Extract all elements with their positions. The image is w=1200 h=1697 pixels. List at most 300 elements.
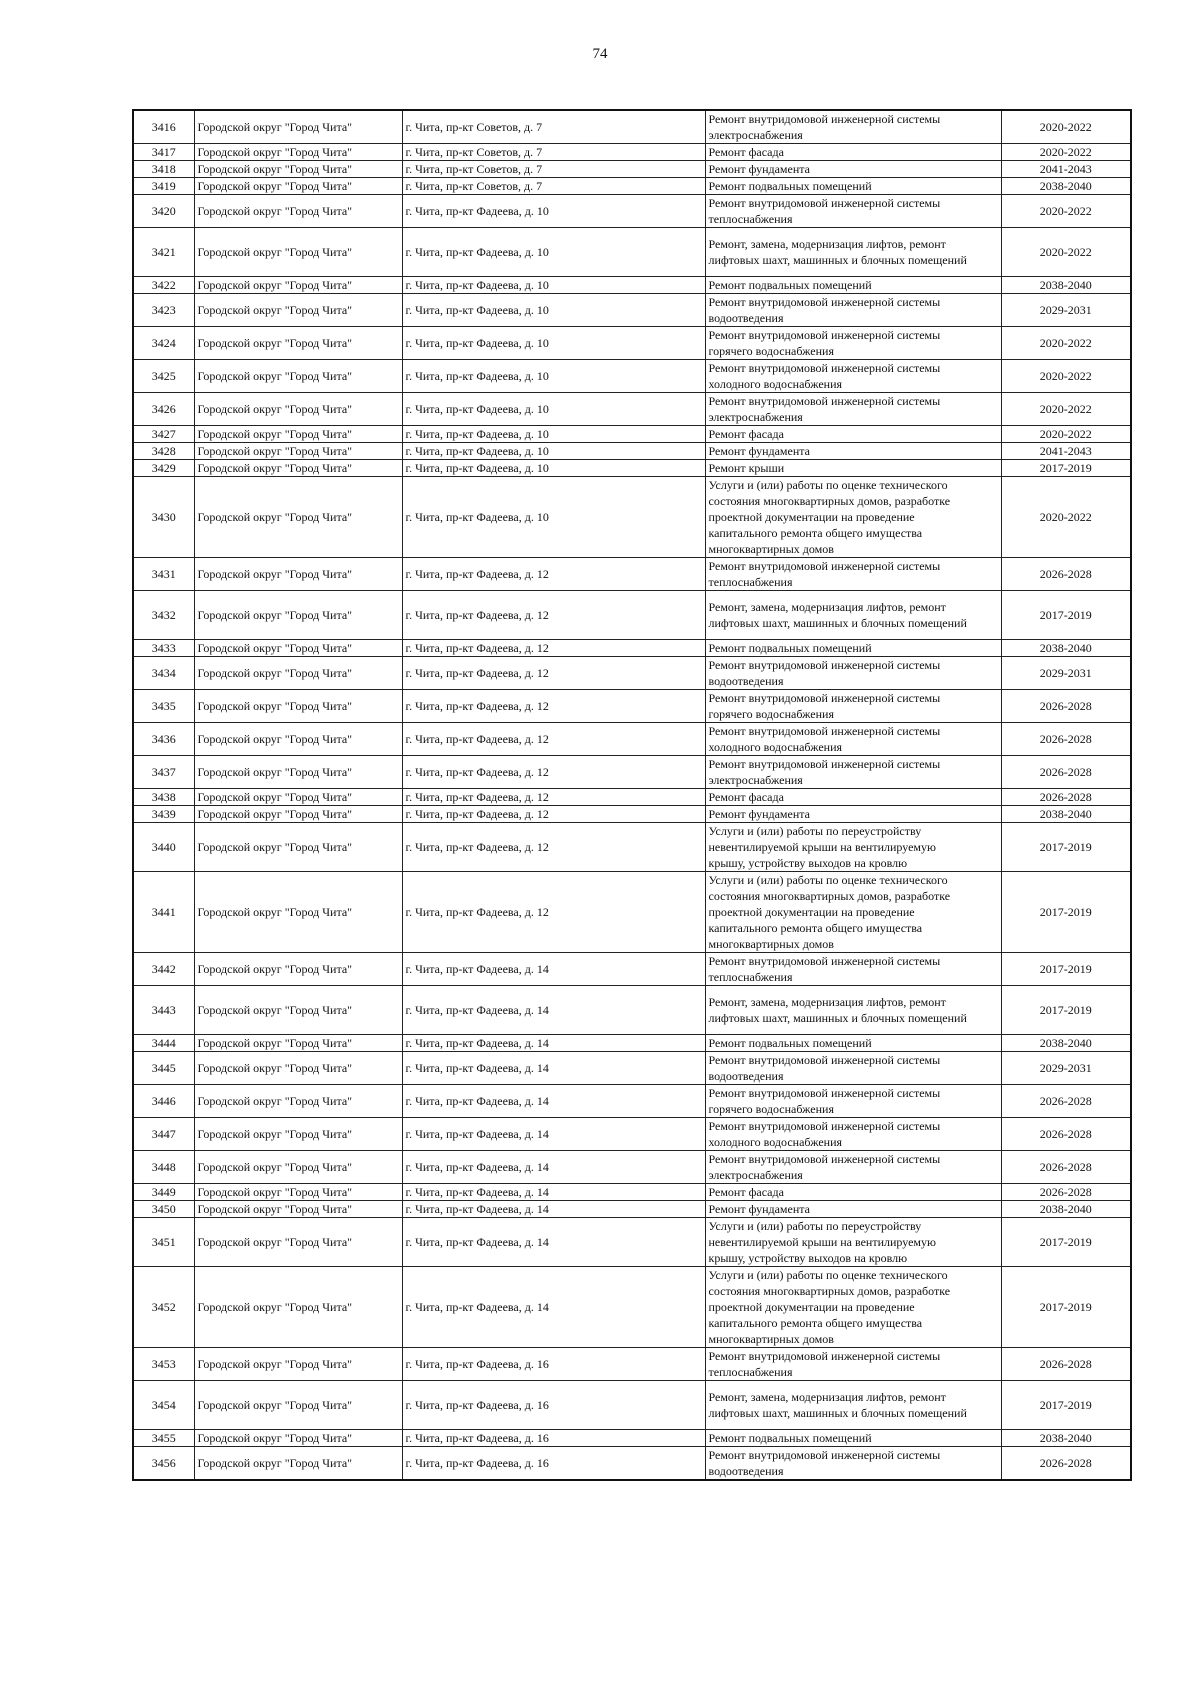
address-cell: г. Чита, пр-кт Фадеева, д. 10 <box>402 426 705 443</box>
work-type-cell: Ремонт фундамента <box>705 806 1001 823</box>
work-type-cell <box>705 327 1001 360</box>
table-body <box>133 110 1131 1480</box>
table-row <box>133 277 1131 294</box>
work-type-cell <box>705 558 1001 591</box>
row-number: 3435 <box>133 690 194 723</box>
work-type-cell <box>705 756 1001 789</box>
municipality-cell: Городской округ "Город Чита" <box>194 178 402 195</box>
work-type-line: многоквартирных домов <box>708 542 834 556</box>
municipality-cell: Городской округ "Город Чита" <box>194 277 402 294</box>
period-cell: 2017-2019 <box>1001 1267 1131 1348</box>
row-number: 3425 <box>133 360 194 393</box>
address-cell: г. Чита, пр-кт Фадеева, д. 16 <box>402 1430 705 1447</box>
period-cell: 2038-2040 <box>1001 277 1131 294</box>
municipality-cell: Городской округ "Город Чита" <box>194 723 402 756</box>
address-cell: г. Чита, пр-кт Фадеева, д. 12 <box>402 823 705 872</box>
period-cell: 2017-2019 <box>1001 953 1131 986</box>
period-cell: 2026-2028 <box>1001 723 1131 756</box>
municipality-cell: Городской округ "Город Чита" <box>194 1430 402 1447</box>
row-number: 3444 <box>133 1035 194 1052</box>
municipality-cell: Городской округ "Город Чита" <box>194 756 402 789</box>
table-row <box>133 1184 1131 1201</box>
work-type-line: Ремонт внутридомовой инженерной системы <box>708 1448 941 1462</box>
row-number: 3448 <box>133 1151 194 1184</box>
address-cell: г. Чита, пр-кт Фадеева, д. 10 <box>402 460 705 477</box>
table-row <box>133 756 1131 789</box>
work-type-cell <box>705 1052 1001 1085</box>
address-cell: г. Чита, пр-кт Фадеева, д. 14 <box>402 1201 705 1218</box>
work-type-line: проектной документации на проведение <box>708 1300 915 1314</box>
period-cell: 2038-2040 <box>1001 1035 1131 1052</box>
period-cell: 2020-2022 <box>1001 360 1131 393</box>
period-cell: 2017-2019 <box>1001 591 1131 640</box>
address-cell: г. Чита, пр-кт Фадеева, д. 12 <box>402 640 705 657</box>
work-type-cell: Ремонт фасада <box>705 144 1001 161</box>
address-cell: г. Чита, пр-кт Фадеева, д. 12 <box>402 789 705 806</box>
municipality-cell: Городской округ "Город Чита" <box>194 1085 402 1118</box>
work-type-cell <box>705 986 1001 1035</box>
period-cell: 2026-2028 <box>1001 1348 1131 1381</box>
period-cell: 2029-2031 <box>1001 657 1131 690</box>
period-cell: 2026-2028 <box>1001 1184 1131 1201</box>
municipality-cell: Городской округ "Город Чита" <box>194 294 402 327</box>
table-row <box>133 723 1131 756</box>
address-cell: г. Чита, пр-кт Советов, д. 7 <box>402 161 705 178</box>
period-cell: 2038-2040 <box>1001 806 1131 823</box>
row-number: 3441 <box>133 872 194 953</box>
row-number: 3429 <box>133 460 194 477</box>
table-row <box>133 1118 1131 1151</box>
table-row <box>133 1085 1131 1118</box>
work-type-cell: Ремонт подвальных помещений <box>705 640 1001 657</box>
work-type-line: состояния многоквартирных домов, разработке <box>708 494 951 508</box>
work-type-line: Ремонт внутридомовой инженерной системы <box>708 954 941 968</box>
table-row <box>133 110 1131 144</box>
table-row <box>133 1052 1131 1085</box>
work-type-line: водоотведения <box>708 1464 784 1478</box>
work-type-cell <box>705 1348 1001 1381</box>
work-type-line: Ремонт, замена, модернизация лифтов, ремонт <box>708 995 946 1009</box>
work-type-cell: Ремонт подвальных помещений <box>705 277 1001 294</box>
work-type-line: Ремонт внутридомовой инженерной системы <box>708 1086 941 1100</box>
work-type-line: Ремонт, замена, модернизация лифтов, ремонт <box>708 600 946 614</box>
municipality-cell: Городской округ "Город Чита" <box>194 1184 402 1201</box>
work-type-line: невентилируемой крыши на вентилируемую <box>708 1235 936 1249</box>
row-number: 3451 <box>133 1218 194 1267</box>
period-cell: 2038-2040 <box>1001 1430 1131 1447</box>
work-type-cell: Ремонт фундамента <box>705 161 1001 178</box>
row-number: 3416 <box>133 110 194 144</box>
row-number: 3428 <box>133 443 194 460</box>
address-cell: г. Чита, пр-кт Фадеева, д. 10 <box>402 228 705 277</box>
address-cell: г. Чита, пр-кт Фадеева, д. 12 <box>402 657 705 690</box>
work-type-cell <box>705 723 1001 756</box>
address-cell: г. Чита, пр-кт Фадеева, д. 14 <box>402 1218 705 1267</box>
work-type-line: холодного водоснабжения <box>708 740 843 754</box>
address-cell: г. Чита, пр-кт Фадеева, д. 10 <box>402 477 705 558</box>
municipality-cell: Городской округ "Город Чита" <box>194 144 402 161</box>
table-row <box>133 1218 1131 1267</box>
municipality-cell: Городской округ "Город Чита" <box>194 460 402 477</box>
work-type-line: Ремонт внутридомовой инженерной системы <box>708 1349 941 1363</box>
work-type-line: Ремонт внутридомовой инженерной системы <box>708 757 941 771</box>
municipality-cell: Городской округ "Город Чита" <box>194 872 402 953</box>
work-type-line: водоотведения <box>708 1069 784 1083</box>
municipality-cell: Городской округ "Город Чита" <box>194 953 402 986</box>
work-type-cell: Ремонт подвальных помещений <box>705 1035 1001 1052</box>
table-row <box>133 460 1131 477</box>
work-type-line: многоквартирных домов <box>708 1332 834 1346</box>
table-row <box>133 872 1131 953</box>
work-type-cell <box>705 1267 1001 1348</box>
work-type-cell <box>705 294 1001 327</box>
work-type-cell <box>705 228 1001 277</box>
work-type-line: проектной документации на проведение <box>708 905 915 919</box>
work-type-line: Ремонт внутридомовой инженерной системы <box>708 112 941 126</box>
page-number: 74 <box>592 46 608 62</box>
work-type-cell <box>705 110 1001 144</box>
work-type-cell: Ремонт фасада <box>705 1184 1001 1201</box>
municipality-cell: Городской округ "Город Чита" <box>194 228 402 277</box>
work-type-line: капитального ремонта общего имущества <box>708 1316 923 1330</box>
row-number: 3440 <box>133 823 194 872</box>
municipality-cell: Городской округ "Город Чита" <box>194 1151 402 1184</box>
address-cell: г. Чита, пр-кт Фадеева, д. 10 <box>402 443 705 460</box>
table-row <box>133 640 1131 657</box>
row-number: 3434 <box>133 657 194 690</box>
period-cell: 2020-2022 <box>1001 393 1131 426</box>
municipality-cell: Городской округ "Город Чита" <box>194 327 402 360</box>
address-cell: г. Чита, пр-кт Фадеева, д. 10 <box>402 327 705 360</box>
work-type-line: капитального ремонта общего имущества <box>708 921 923 935</box>
row-number: 3443 <box>133 986 194 1035</box>
table-row <box>133 690 1131 723</box>
work-type-cell: Ремонт фасада <box>705 426 1001 443</box>
table-row <box>133 823 1131 872</box>
period-cell: 2017-2019 <box>1001 1218 1131 1267</box>
table-row <box>133 657 1131 690</box>
work-type-line: Ремонт внутридомовой инженерной системы <box>708 328 941 342</box>
row-number: 3455 <box>133 1430 194 1447</box>
table-row <box>133 393 1131 426</box>
work-type-line: Ремонт внутридомовой инженерной системы <box>708 196 941 210</box>
period-cell: 2026-2028 <box>1001 789 1131 806</box>
table-row <box>133 228 1131 277</box>
row-number: 3438 <box>133 789 194 806</box>
work-type-cell: Ремонт подвальных помещений <box>705 1430 1001 1447</box>
table-row <box>133 161 1131 178</box>
work-type-line: Ремонт внутридомовой инженерной системы <box>708 1119 941 1133</box>
municipality-cell: Городской округ "Город Чита" <box>194 1035 402 1052</box>
address-cell: г. Чита, пр-кт Фадеева, д. 12 <box>402 723 705 756</box>
work-type-line: Услуги и (или) работы по переустройству <box>708 824 922 838</box>
period-cell: 2026-2028 <box>1001 1118 1131 1151</box>
work-type-line: Услуги и (или) работы по оценке технического <box>708 478 948 492</box>
work-type-line: теплоснабжения <box>708 575 793 589</box>
row-number: 3423 <box>133 294 194 327</box>
period-cell: 2029-2031 <box>1001 294 1131 327</box>
address-cell: г. Чита, пр-кт Фадеева, д. 12 <box>402 756 705 789</box>
address-cell: г. Чита, пр-кт Советов, д. 7 <box>402 144 705 161</box>
address-cell: г. Чита, пр-кт Фадеева, д. 10 <box>402 360 705 393</box>
address-cell: г. Чита, пр-кт Фадеева, д. 14 <box>402 953 705 986</box>
municipality-cell: Городской округ "Город Чита" <box>194 1381 402 1430</box>
municipality-cell: Городской округ "Город Чита" <box>194 426 402 443</box>
work-type-line: теплоснабжения <box>708 212 793 226</box>
municipality-cell: Городской округ "Город Чита" <box>194 1348 402 1381</box>
work-type-line: Услуги и (или) работы по оценке технического <box>708 873 948 887</box>
row-number: 3427 <box>133 426 194 443</box>
work-type-line: Ремонт внутридомовой инженерной системы <box>708 1152 941 1166</box>
row-number: 3418 <box>133 161 194 178</box>
work-type-line: Ремонт внутридомовой инженерной системы <box>708 559 941 573</box>
row-number: 3445 <box>133 1052 194 1085</box>
period-cell: 2026-2028 <box>1001 1447 1131 1481</box>
work-type-cell <box>705 477 1001 558</box>
work-type-line: горячего водоснабжения <box>708 1102 834 1116</box>
period-cell: 2020-2022 <box>1001 426 1131 443</box>
period-cell: 2020-2022 <box>1001 477 1131 558</box>
period-cell: 2029-2031 <box>1001 1052 1131 1085</box>
address-cell: г. Чита, пр-кт Фадеева, д. 14 <box>402 1151 705 1184</box>
work-type-line: электроснабжения <box>708 128 803 142</box>
period-cell: 2020-2022 <box>1001 110 1131 144</box>
period-cell: 2038-2040 <box>1001 1201 1131 1218</box>
work-type-line: Ремонт внутридомовой инженерной системы <box>708 658 941 672</box>
table-row <box>133 294 1131 327</box>
work-type-cell <box>705 591 1001 640</box>
address-cell: г. Чита, пр-кт Фадеева, д. 14 <box>402 986 705 1035</box>
table-row <box>133 806 1131 823</box>
row-number: 3446 <box>133 1085 194 1118</box>
municipality-cell: Городской округ "Город Чита" <box>194 110 402 144</box>
work-type-line: невентилируемой крыши на вентилируемую <box>708 840 936 854</box>
work-type-line: состояния многоквартирных домов, разработке <box>708 1284 951 1298</box>
row-number: 3450 <box>133 1201 194 1218</box>
row-number: 3430 <box>133 477 194 558</box>
municipality-cell: Городской округ "Город Чита" <box>194 789 402 806</box>
municipality-cell: Городской округ "Город Чита" <box>194 161 402 178</box>
municipality-cell: Городской округ "Город Чита" <box>194 657 402 690</box>
work-type-cell <box>705 360 1001 393</box>
work-type-line: лифтовых шахт, машинных и блочных помещений <box>708 253 967 267</box>
address-cell: г. Чита, пр-кт Фадеева, д. 10 <box>402 195 705 228</box>
municipality-cell: Городской округ "Город Чита" <box>194 640 402 657</box>
row-number: 3431 <box>133 558 194 591</box>
row-number: 3433 <box>133 640 194 657</box>
work-type-line: Услуги и (или) работы по оценке технического <box>708 1268 948 1282</box>
municipality-cell: Городской округ "Город Чита" <box>194 360 402 393</box>
table-row <box>133 558 1131 591</box>
address-cell: г. Чита, пр-кт Фадеева, д. 10 <box>402 393 705 426</box>
address-cell: г. Чита, пр-кт Фадеева, д. 14 <box>402 1184 705 1201</box>
municipality-cell: Городской округ "Город Чита" <box>194 1201 402 1218</box>
work-type-cell: Ремонт крыши <box>705 460 1001 477</box>
municipality-cell: Городской округ "Город Чита" <box>194 806 402 823</box>
row-number: 3456 <box>133 1447 194 1481</box>
work-type-line: Ремонт, замена, модернизация лифтов, ремонт <box>708 237 946 251</box>
work-type-line: водоотведения <box>708 674 784 688</box>
row-number: 3422 <box>133 277 194 294</box>
row-number: 3437 <box>133 756 194 789</box>
work-type-line: многоквартирных домов <box>708 937 834 951</box>
work-type-line: электроснабжения <box>708 773 803 787</box>
row-number: 3447 <box>133 1118 194 1151</box>
work-type-cell <box>705 872 1001 953</box>
address-cell: г. Чита, пр-кт Советов, д. 7 <box>402 110 705 144</box>
period-cell: 2026-2028 <box>1001 558 1131 591</box>
address-cell: г. Чита, пр-кт Фадеева, д. 12 <box>402 872 705 953</box>
row-number: 3426 <box>133 393 194 426</box>
address-cell: г. Чита, пр-кт Фадеева, д. 16 <box>402 1348 705 1381</box>
address-cell: г. Чита, пр-кт Фадеева, д. 12 <box>402 806 705 823</box>
work-type-cell: Ремонт фундамента <box>705 1201 1001 1218</box>
work-type-line: Ремонт внутридомовой инженерной системы <box>708 691 941 705</box>
address-cell: г. Чита, пр-кт Фадеева, д. 14 <box>402 1052 705 1085</box>
table-row <box>133 195 1131 228</box>
row-number: 3454 <box>133 1381 194 1430</box>
row-number: 3424 <box>133 327 194 360</box>
work-type-cell <box>705 657 1001 690</box>
row-number: 3449 <box>133 1184 194 1201</box>
table-row <box>133 986 1131 1035</box>
work-type-line: лифтовых шахт, машинных и блочных помещений <box>708 616 967 630</box>
table-row <box>133 327 1131 360</box>
table-row <box>133 477 1131 558</box>
row-number: 3421 <box>133 228 194 277</box>
municipality-cell: Городской округ "Город Чита" <box>194 477 402 558</box>
work-type-line: Ремонт, замена, модернизация лифтов, ремонт <box>708 1390 946 1404</box>
period-cell: 2017-2019 <box>1001 986 1131 1035</box>
work-type-line: электроснабжения <box>708 1168 803 1182</box>
address-cell: г. Чита, пр-кт Фадеева, д. 16 <box>402 1381 705 1430</box>
work-type-line: Ремонт внутридомовой инженерной системы <box>708 394 941 408</box>
row-number: 3417 <box>133 144 194 161</box>
period-cell: 2038-2040 <box>1001 178 1131 195</box>
work-type-line: электроснабжения <box>708 410 803 424</box>
table-row <box>133 360 1131 393</box>
repair-schedule-table <box>132 109 1132 1481</box>
period-cell: 2020-2022 <box>1001 228 1131 277</box>
work-type-line: лифтовых шахт, машинных и блочных помещений <box>708 1406 967 1420</box>
period-cell: 2017-2019 <box>1001 460 1131 477</box>
table-row <box>133 789 1131 806</box>
municipality-cell: Городской округ "Город Чита" <box>194 823 402 872</box>
work-type-line: Ремонт внутридомовой инженерной системы <box>708 295 941 309</box>
address-cell: г. Чита, пр-кт Фадеева, д. 14 <box>402 1085 705 1118</box>
table-row <box>133 1430 1131 1447</box>
period-cell: 2026-2028 <box>1001 1085 1131 1118</box>
municipality-cell: Городской округ "Город Чита" <box>194 393 402 426</box>
municipality-cell: Городской округ "Город Чита" <box>194 1118 402 1151</box>
work-type-cell <box>705 1218 1001 1267</box>
work-type-cell <box>705 195 1001 228</box>
work-type-cell: Ремонт фундамента <box>705 443 1001 460</box>
table-row <box>133 443 1131 460</box>
address-cell: г. Чита, пр-кт Фадеева, д. 10 <box>402 294 705 327</box>
address-cell: г. Чита, пр-кт Советов, д. 7 <box>402 178 705 195</box>
work-type-cell <box>705 1447 1001 1481</box>
table-row <box>133 1381 1131 1430</box>
work-type-line: состояния многоквартирных домов, разработке <box>708 889 951 903</box>
address-cell: г. Чита, пр-кт Фадеева, д. 14 <box>402 1267 705 1348</box>
work-type-line: Ремонт внутридомовой инженерной системы <box>708 361 941 375</box>
table-row <box>133 1447 1131 1481</box>
work-type-cell <box>705 823 1001 872</box>
table-row <box>133 1201 1131 1218</box>
table-row <box>133 1035 1131 1052</box>
period-cell: 2041-2043 <box>1001 443 1131 460</box>
work-type-line: водоотведения <box>708 311 784 325</box>
period-cell: 2026-2028 <box>1001 1151 1131 1184</box>
work-type-line: холодного водоснабжения <box>708 1135 843 1149</box>
work-type-line: крышу, устройству выходов на кровлю <box>708 856 908 870</box>
table-row <box>133 426 1131 443</box>
period-cell: 2017-2019 <box>1001 1381 1131 1430</box>
address-cell: г. Чита, пр-кт Фадеева, д. 16 <box>402 1447 705 1481</box>
table-row <box>133 1151 1131 1184</box>
work-type-cell <box>705 1151 1001 1184</box>
work-type-line: холодного водоснабжения <box>708 377 843 391</box>
work-type-cell <box>705 1381 1001 1430</box>
municipality-cell: Городской округ "Город Чита" <box>194 558 402 591</box>
period-cell: 2026-2028 <box>1001 690 1131 723</box>
address-cell: г. Чита, пр-кт Фадеева, д. 12 <box>402 558 705 591</box>
table-row <box>133 178 1131 195</box>
row-number: 3453 <box>133 1348 194 1381</box>
work-type-line: Ремонт внутридомовой инженерной системы <box>708 724 941 738</box>
work-type-cell <box>705 690 1001 723</box>
work-type-line: Ремонт внутридомовой инженерной системы <box>708 1053 941 1067</box>
row-number: 3452 <box>133 1267 194 1348</box>
period-cell: 2020-2022 <box>1001 144 1131 161</box>
table-row <box>133 591 1131 640</box>
work-type-line: горячего водоснабжения <box>708 707 834 721</box>
period-cell: 2038-2040 <box>1001 640 1131 657</box>
work-type-cell: Ремонт подвальных помещений <box>705 178 1001 195</box>
work-type-line: горячего водоснабжения <box>708 344 834 358</box>
row-number: 3442 <box>133 953 194 986</box>
period-cell: 2026-2028 <box>1001 756 1131 789</box>
period-cell: 2017-2019 <box>1001 823 1131 872</box>
row-number: 3419 <box>133 178 194 195</box>
municipality-cell: Городской округ "Город Чита" <box>194 1218 402 1267</box>
municipality-cell: Городской округ "Город Чита" <box>194 1267 402 1348</box>
municipality-cell: Городской округ "Город Чита" <box>194 443 402 460</box>
table-row <box>133 1267 1131 1348</box>
address-cell: г. Чита, пр-кт Фадеева, д. 12 <box>402 591 705 640</box>
work-type-cell <box>705 953 1001 986</box>
work-type-line: капитального ремонта общего имущества <box>708 526 923 540</box>
municipality-cell: Городской округ "Город Чита" <box>194 1052 402 1085</box>
table-row <box>133 953 1131 986</box>
municipality-cell: Городской округ "Город Чита" <box>194 690 402 723</box>
address-cell: г. Чита, пр-кт Фадеева, д. 12 <box>402 690 705 723</box>
table-row <box>133 144 1131 161</box>
work-type-line: проектной документации на проведение <box>708 510 915 524</box>
work-type-cell: Ремонт фасада <box>705 789 1001 806</box>
period-cell: 2017-2019 <box>1001 872 1131 953</box>
work-type-cell <box>705 1085 1001 1118</box>
work-type-cell <box>705 393 1001 426</box>
work-type-line: крышу, устройству выходов на кровлю <box>708 1251 908 1265</box>
row-number: 3420 <box>133 195 194 228</box>
row-number: 3436 <box>133 723 194 756</box>
period-cell: 2020-2022 <box>1001 195 1131 228</box>
period-cell: 2041-2043 <box>1001 161 1131 178</box>
work-type-line: Услуги и (или) работы по переустройству <box>708 1219 922 1233</box>
municipality-cell: Городской округ "Город Чита" <box>194 195 402 228</box>
